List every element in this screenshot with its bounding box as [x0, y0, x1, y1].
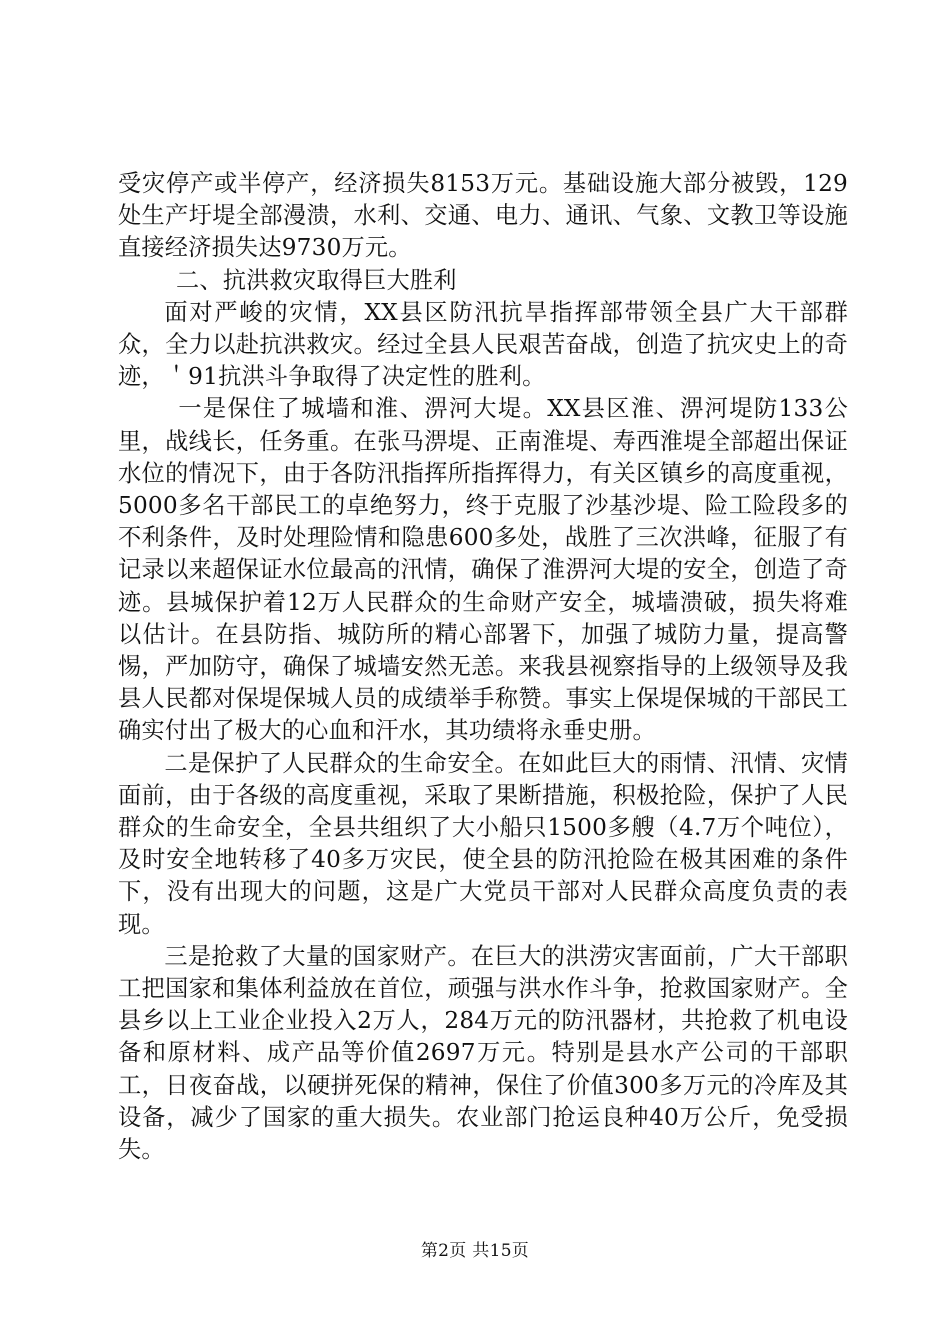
paragraph-loss-continued: 受灾停产或半停产，经济损失8153万元。基础设施大部分被毁，129处生产圩堤全部漫溃，水利、交通、电力、通讯、气象、文教卫等设施直接经济损失达9730万元。	[118, 170, 848, 262]
section-heading: 二、抗洪救灾取得巨大胜利	[176, 266, 457, 294]
page-number-label: 第2页 共15页	[420, 1241, 530, 1261]
document-body	[118, 168, 848, 1166]
paragraph-point-two: 二是保护了人民群众的生命安全。在如此巨大的雨情、汛情、灾情面前，由于各级的高度重视，采取了果断措施，积极抢险，保护了人民群众的生命安全，全县共组织了大小船只1500多艘（4.7万个吨位），及时安全地转移了40多万灾民，使全县的防汛抢险在极其困难的条件下，没有出现大的问题，这是广大党员干部对人民群众高度负责的表现。	[118, 749, 848, 938]
paragraph-intro: 面对严峻的灾情，XX县区防汛抗旱指挥部带领全县广大干部群众，全力以赴抗洪救灾。经过全县人民艰苦奋战，创造了抗灾史上的奇迹，＇91抗洪斗争取得了决定性的胜利。	[118, 298, 848, 391]
paragraph-point-three: 三是抢救了大量的国家财产。在巨大的洪涝灾害面前，广大干部职工把国家和集体利益放在首位，顽强与洪水作斗争，抢救国家财产。全县乡以上工业企业投入2万人，284万元的防汛器材，共抢救了机电设备和原材料、成产品等价值2697万元。特别是县水产公司的干部职工，日夜奋战，以硬拼死保的精神，保住了价值300多万元的冷库及其设备，减少了国家的重大损失。农业部门抢运良种40万公斤，免受损失。	[118, 942, 848, 1164]
page-footer	[0, 1240, 950, 1262]
paragraph-point-one: 一是保住了城墙和淮、淠河大堤。XX县区淮、淠河堤防133公里，战线长，任务重。在张马淠堤、正南淮堤、寿西淮堤全部超出保证水位的情况下，由于各防汛指挥所指挥得力，有关区镇乡的高度重视，5000多名干部民工的卓绝努力，终于克服了沙基沙堤、险工险段多的不利条件，及时处理险情和隐患600多处，战胜了三次洪峰，征服了有记录以来超保证水位最高的汛情，确保了淮淠河大堤的安全，创造了奇迹。县城保护着12万人民群众的生命财产安全，城墙溃破，损失将难以估计。在县防指、城防所的精心部署下，加强了城防力量，提高警惕，严加防守，确保了城墙安然无恙。来我县视察指导的上级领导及我县人民都对保堤保城人员的成绩举手称赞。事实上保堤保城的干部民工确实付出了极大的心血和汗水，其功绩将永垂史册。	[118, 395, 848, 745]
